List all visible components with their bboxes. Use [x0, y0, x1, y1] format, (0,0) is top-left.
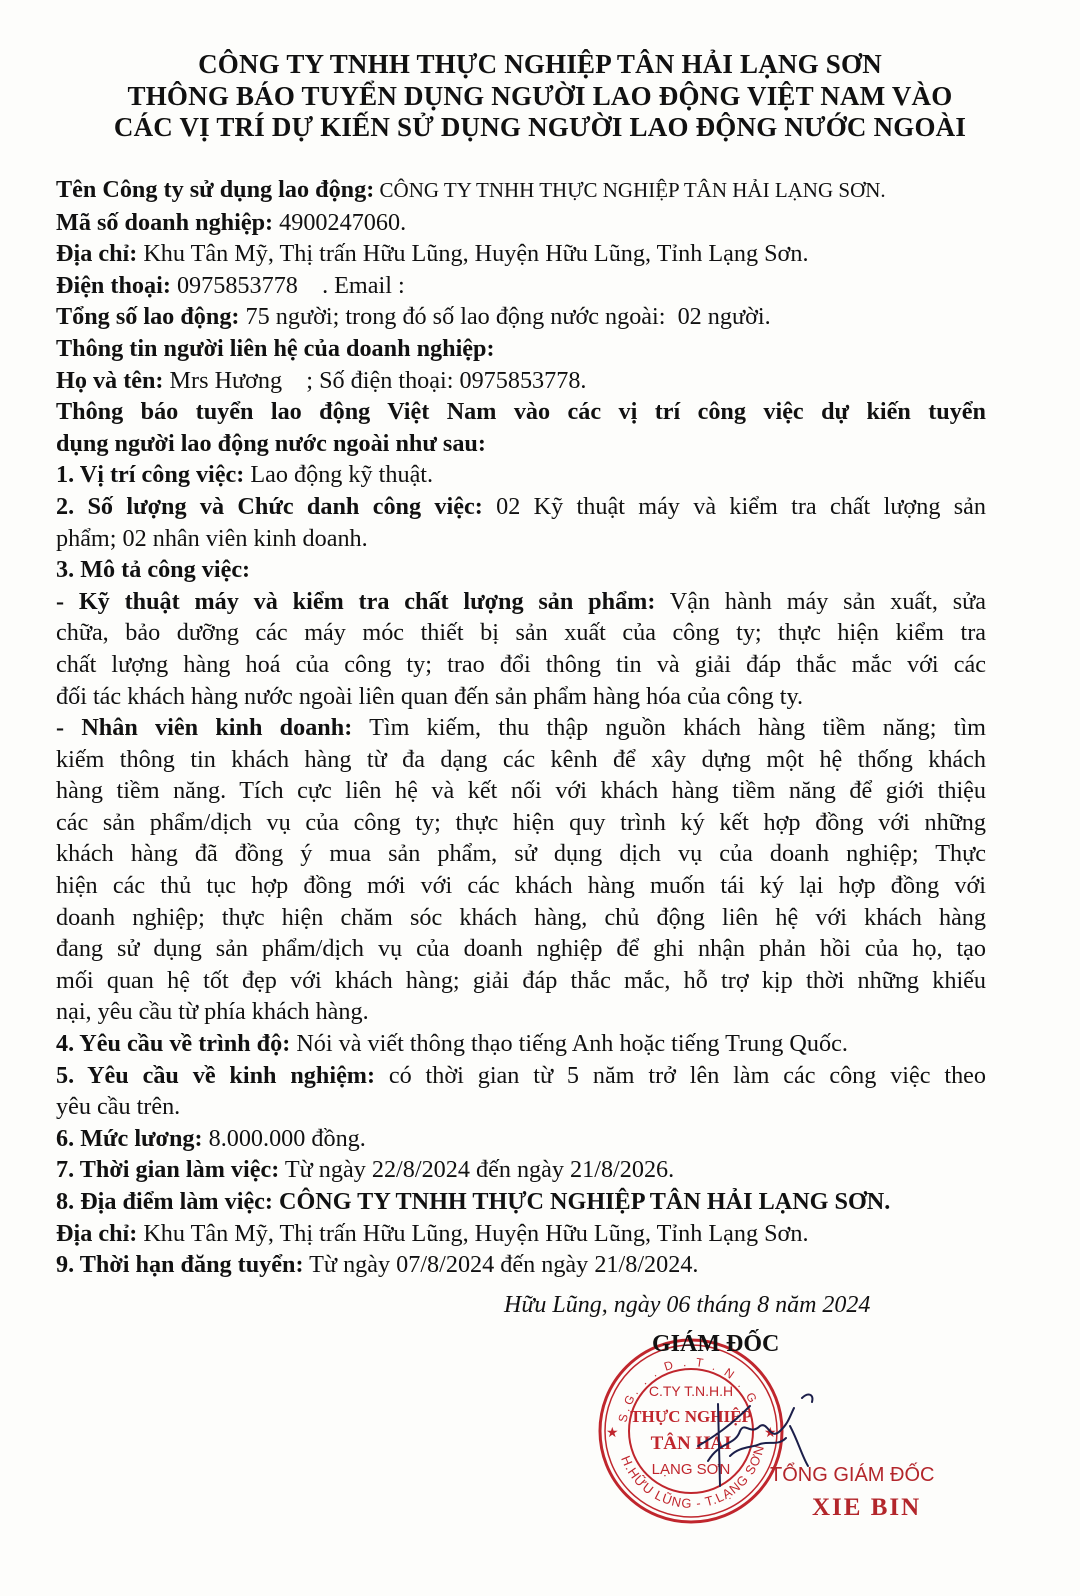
item-8-address-value: Khu Tân Mỹ, Thị trấn Hữu Lũng, Huyện Hữu Lũng, Tỉnh Lạng Sơn. [137, 1219, 809, 1247]
company-address-label: Địa chỉ: [56, 240, 138, 268]
contact-name-value: Mrs Hương ; Số điện thoại: 0975853778. [163, 366, 587, 394]
item-6-label: 6. Mức lương: [56, 1124, 203, 1152]
item-1-value: Lao động kỹ thuật. [244, 461, 434, 489]
seal-star-right: ★ [764, 1424, 777, 1440]
handwritten-signature [690, 1386, 840, 1496]
item-3b-line: nại, yêu cầu từ phía khách hàng. [56, 998, 369, 1026]
contact-heading: Thông tin người liên hệ của doanh nghiệp: [56, 334, 495, 362]
item-7-label: 7. Thời gian làm việc: [56, 1156, 280, 1184]
item-2-value: 02 Kỹ thuật máy và kiểm tra chất lượng sản [482, 492, 986, 520]
company-code-value: 4900247060. [273, 208, 407, 236]
item-3b-text: Tìm kiếm, thu thập nguồn khách hàng tiềm năng; tìm [352, 714, 986, 742]
seal-star-left: ★ [606, 1424, 619, 1440]
item-3a-line: đối tác khách hàng nước ngoài liên quan đến sản phẩm hàng hóa của công ty. [56, 682, 804, 710]
item-8-address [56, 1218, 986, 1250]
document-body [56, 174, 986, 1281]
company-phone-row [56, 270, 986, 302]
item-3b-line: đang sử dụng sản phẩm/dịch vụ của doanh nghiệp để ghi nhận phản hồi của họ, tạo [56, 935, 986, 963]
item-7-value: Từ ngày 22/8/2024 đến ngày 21/8/2026. [279, 1156, 675, 1184]
notice-title-line2: CÁC VỊ TRÍ DỰ KIẾN SỬ DỤNG NGƯỜI LAO ĐỘNG NƯỚC NGOÀI [113, 112, 967, 142]
company-title: CÔNG TY TNHH THỰC NGHIỆP TÂN HẢI LẠNG SƠN [198, 49, 882, 79]
item-3b-line: các sản phẩm/dịch vụ của công ty; thực hiện quy trình ký kết hợp đồng với những [56, 808, 986, 836]
item-9 [56, 1249, 986, 1281]
seal-ring-bottom: H.HỮU LŨNG - T.LẠNG SƠN [618, 1443, 768, 1512]
item-2-label: 2. Số lượng và Chức danh công việc: [56, 492, 483, 520]
item-6-value: 8.000.000 đồng. [202, 1124, 366, 1152]
item-3-label: 3. Mô tả công việc: [56, 556, 251, 584]
seal-line-3: TÂN HẢI [650, 1433, 732, 1454]
item-3b-line: kiếm thông tin khách hàng từ đa dạng các kênh để xây dựng một hệ thống khách [56, 745, 986, 773]
item-8: 8. Địa điểm làm việc: CÔNG TY TNHH THỰC NGHIỆP TÂN HẢI LẠNG SƠN. [56, 1188, 891, 1215]
seal-line-1: C.TY T.N.H.H [648, 1383, 734, 1399]
item-7 [56, 1154, 986, 1186]
item-8-address-label: Địa chỉ: [56, 1219, 138, 1247]
item-5 [56, 1060, 986, 1092]
item-3b-line: khách hàng đã đồng ý mua sản phẩm, sử dụng dịch vụ của doanh nghiệp; Thực [56, 840, 986, 868]
company-address-value: Khu Tân Mỹ, Thị trấn Hữu Lũng, Huyện Hữu Lũng, Tỉnh Lạng Sơn. [137, 240, 809, 268]
item-4-label: 4. Yêu cầu về trình độ: [56, 1030, 291, 1058]
company-phone-value: 0975853778 . Email : [170, 271, 405, 299]
signer-title: GIÁM ĐỐC [652, 1331, 780, 1357]
company-code-row [56, 207, 986, 239]
item-5-cont: yêu cầu trên. [56, 1093, 181, 1121]
item-5-value: có thời gian từ 5 năm trở lên làm các công việc theo [375, 1061, 986, 1089]
seal-line-4: LẠNG SƠN [651, 1461, 731, 1478]
item-3a-text: Vận hành máy sản xuất, sửa [655, 587, 986, 615]
workforce-value: 75 người; trong đó số lao động nước ngoài: 02 người. [239, 303, 771, 331]
director-name: XIE BIN [812, 1494, 922, 1521]
item-1-label: 1. Vị trí công việc: [56, 461, 245, 489]
intro-line1: Thông báo tuyển lao động Việt Nam vào các vị trí công việc dự kiến tuyển [56, 398, 986, 426]
item-3a-line: chữa, bảo dưỡng các máy móc thiết bị sản xuất của công ty; thực hiện kiểm tra [56, 619, 986, 647]
item-3b-line: hiện các thủ tục hợp đồng mới với các khách hàng muốn tái ký lại hợp đồng với [56, 872, 986, 900]
item-9-value: Từ ngày 07/8/2024 đến ngày 21/8/2024. [303, 1251, 699, 1279]
item-3b-line: mối quan hệ tốt đẹp với khách hàng; giải đáp thắc mắc, hỗ trợ kịp thời những khiếu [56, 966, 986, 994]
item-3a-line: chất lượng hàng hoá của công ty; trao đổi thông tin và giải đáp thắc mắc với các [56, 650, 986, 678]
item-2 [56, 491, 986, 523]
item-4-value: Nói và viết thông thạo tiếng Anh hoặc tiếng Trung Quốc. [290, 1030, 848, 1058]
workforce-label: Tổng số lao động: [56, 303, 240, 331]
item-5-label: 5. Yêu cầu về kinh nghiệm: [56, 1061, 376, 1089]
item-3a-label: - Kỹ thuật máy và kiểm tra chất lượng sản phẩm: [56, 587, 656, 615]
intro-line2: dụng người lao động nước ngoài như sau: [56, 429, 486, 457]
contact-name-label: Họ và tên: [56, 366, 164, 394]
item-6 [56, 1123, 986, 1155]
company-code-label: Mã số doanh nghiệp: [56, 208, 274, 236]
item-3b-label: - Nhân viên kinh doanh: [56, 714, 353, 742]
item-3b-line: hàng tiềm năng. Tích cực liên hệ và kết nối với khách hàng tiềm năng để giới thiệu [56, 777, 986, 805]
item-1 [56, 459, 986, 491]
company-address-row [56, 238, 986, 270]
place-date: Hữu Lũng, ngày 06 tháng 8 năm 2024 [504, 1292, 871, 1318]
item-3a [56, 586, 986, 618]
item-9-label: 9. Thời hạn đăng tuyển: [56, 1251, 304, 1279]
company-phone-label: Điện thoại: [56, 271, 171, 299]
item-3b-line: doanh nghiệp; thực hiện chăm sóc khách hàng, chủ động liên hệ với khách hàng [56, 903, 986, 931]
contact-name-row [56, 365, 986, 397]
seal-ring-top: S.G. . . D . T . N . G [615, 1354, 762, 1424]
director-title: TỔNG GIÁM ĐỐC [770, 1464, 935, 1486]
notice-title-line1: THÔNG BÁO TUYỂN DỤNG NGƯỜI LAO ĐỘNG VIỆT NAM VÀO [127, 81, 953, 111]
seal-line-2: THỰC NGHIỆP [630, 1407, 752, 1426]
workforce-row [56, 301, 986, 333]
item-4 [56, 1028, 986, 1060]
item-2-cont: phẩm; 02 nhân viên kinh doanh. [56, 524, 368, 552]
company-name-row [56, 174, 986, 207]
company-name-label: Tên Công ty sử dụng lao động: [56, 176, 375, 203]
item-3b [56, 712, 986, 744]
company-name-value: CÔNG TY TNHH THỰC NGHIỆP TÂN HẢI LẠNG SƠN. [374, 178, 886, 202]
